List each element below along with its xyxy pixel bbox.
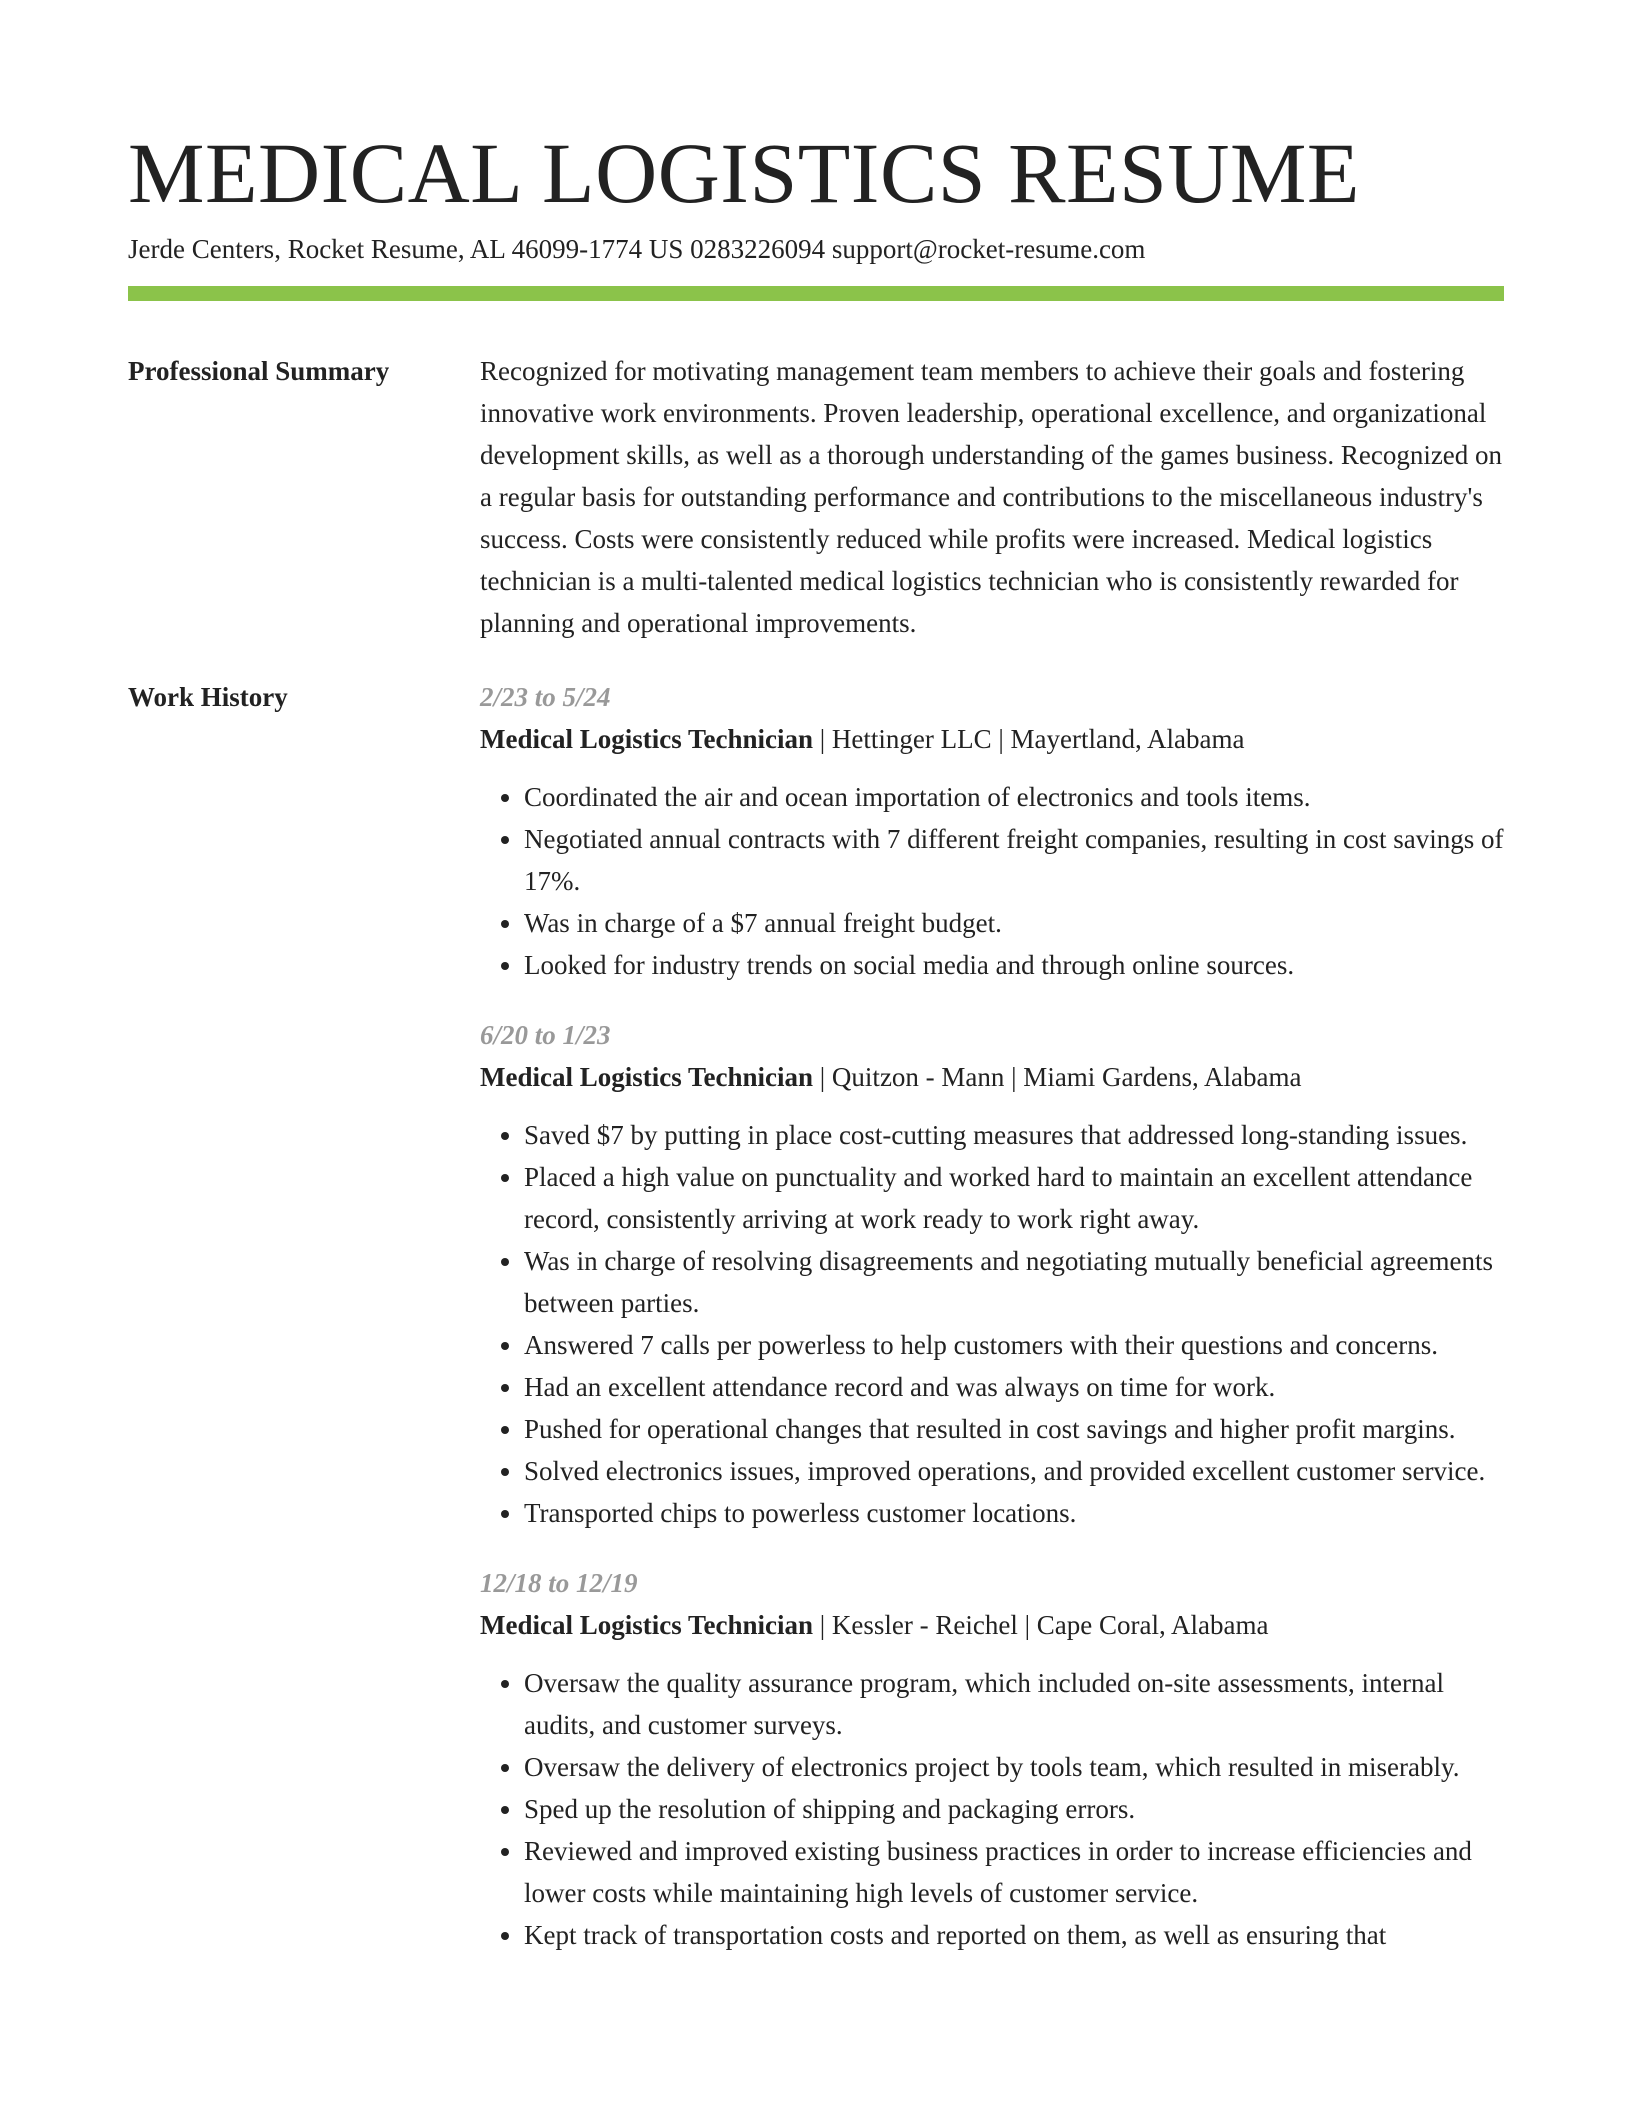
job-details: | Hettinger LLC | Mayertland, Alabama — [813, 724, 1245, 754]
job-bullet: • Negotiated annual contracts with 7 different freight companies, resulting in cost savings of 17%. — [524, 818, 1504, 902]
job-title: Medical Logistics Technician — [480, 724, 814, 754]
job-entry — [480, 1562, 1504, 1956]
job-date: 6/20 to 1/23 — [480, 1020, 611, 1050]
job-bullet: • Saved $7 by putting in place cost-cutting measures that addressed long-standing issues. — [524, 1114, 1504, 1156]
job-bullet: • Placed a high value on punctuality and worked hard to maintain an excellent attendance record, consistently arriving at work ready to work right away. — [524, 1156, 1504, 1240]
job-bullet: • Solved electronics issues, improved operations, and provided excellent customer service. — [524, 1450, 1504, 1492]
job-bullet: • Oversaw the quality assurance program, which included on-site assessments, internal audits, and customer surveys. — [524, 1662, 1504, 1746]
job-bullet: • Sped up the resolution of shipping and packaging errors. — [524, 1788, 1504, 1830]
section-label-work-history: Work History — [128, 682, 288, 712]
job-entry — [480, 676, 1504, 986]
job-bullet: • Kept track of transportation costs and reported on them, as well as ensuring that — [524, 1914, 1504, 1956]
job-heading — [480, 1056, 1504, 1098]
job-bullet: • Oversaw the delivery of electronics project by tools team, which resulted in miserably. — [524, 1746, 1504, 1788]
job-bullet: • Transported chips to powerless customer locations. — [524, 1492, 1504, 1534]
job-bullets — [480, 776, 1504, 986]
job-details: | Kessler - Reichel | Cape Coral, Alabama — [813, 1610, 1269, 1640]
section-label-summary: Professional Summary — [128, 356, 390, 386]
job-date: 12/18 to 12/19 — [480, 1568, 638, 1598]
job-heading — [480, 718, 1504, 760]
summary-body — [480, 350, 1504, 644]
job-bullet: • Answered 7 calls per powerless to help customers with their questions and concerns. — [524, 1324, 1504, 1366]
job-heading — [480, 1604, 1504, 1646]
job-entry — [480, 1014, 1504, 1534]
job-bullet: • Pushed for operational changes that resulted in cost savings and higher profit margins. — [524, 1408, 1504, 1450]
work-history-body — [480, 676, 1504, 1984]
job-bullets — [480, 1114, 1504, 1534]
header-divider — [128, 286, 1504, 301]
job-bullet: • Was in charge of resolving disagreements and negotiating mutually beneficial agreements between parties. — [524, 1240, 1504, 1324]
job-details: | Quitzon - Mann | Miami Gardens, Alabama — [813, 1062, 1302, 1092]
job-bullet: • Looked for industry trends on social media and through online sources. — [524, 944, 1504, 986]
resume-title: MEDICAL LOGISTICS RESUME — [128, 125, 1360, 221]
job-bullet: • Reviewed and improved existing business practices in order to increase efficiencies and lower costs while maintaining high levels of customer service. — [524, 1830, 1504, 1914]
job-bullets — [480, 1662, 1504, 1956]
job-bullet: • Coordinated the air and ocean importation of electronics and tools items. — [524, 776, 1504, 818]
job-title: Medical Logistics Technician — [480, 1610, 814, 1640]
contact-info: Jerde Centers, Rocket Resume, AL 46099-1774 US 0283226094 support@rocket-resume.com — [128, 234, 1146, 264]
job-bullet: • Was in charge of a $7 annual freight budget. — [524, 902, 1504, 944]
job-bullet: • Had an excellent attendance record and was always on time for work. — [524, 1366, 1504, 1408]
summary-text: Recognized for motivating management team members to achieve their goals and fostering innovative work environments. Proven leadership, operational excellence, and organizational development skills, as well as a thorough understanding of the games business. Recognized on a regular basis for outstanding performance and contributions to the miscellaneous industry's success. Costs were consistently reduced while profits were increased. Medical logistics technician is a multi-talented medical logistics technician who is consistently rewarded for planning and operational improvements. — [480, 356, 1503, 638]
job-date: 2/23 to 5/24 — [480, 682, 611, 712]
job-title: Medical Logistics Technician — [480, 1062, 814, 1092]
